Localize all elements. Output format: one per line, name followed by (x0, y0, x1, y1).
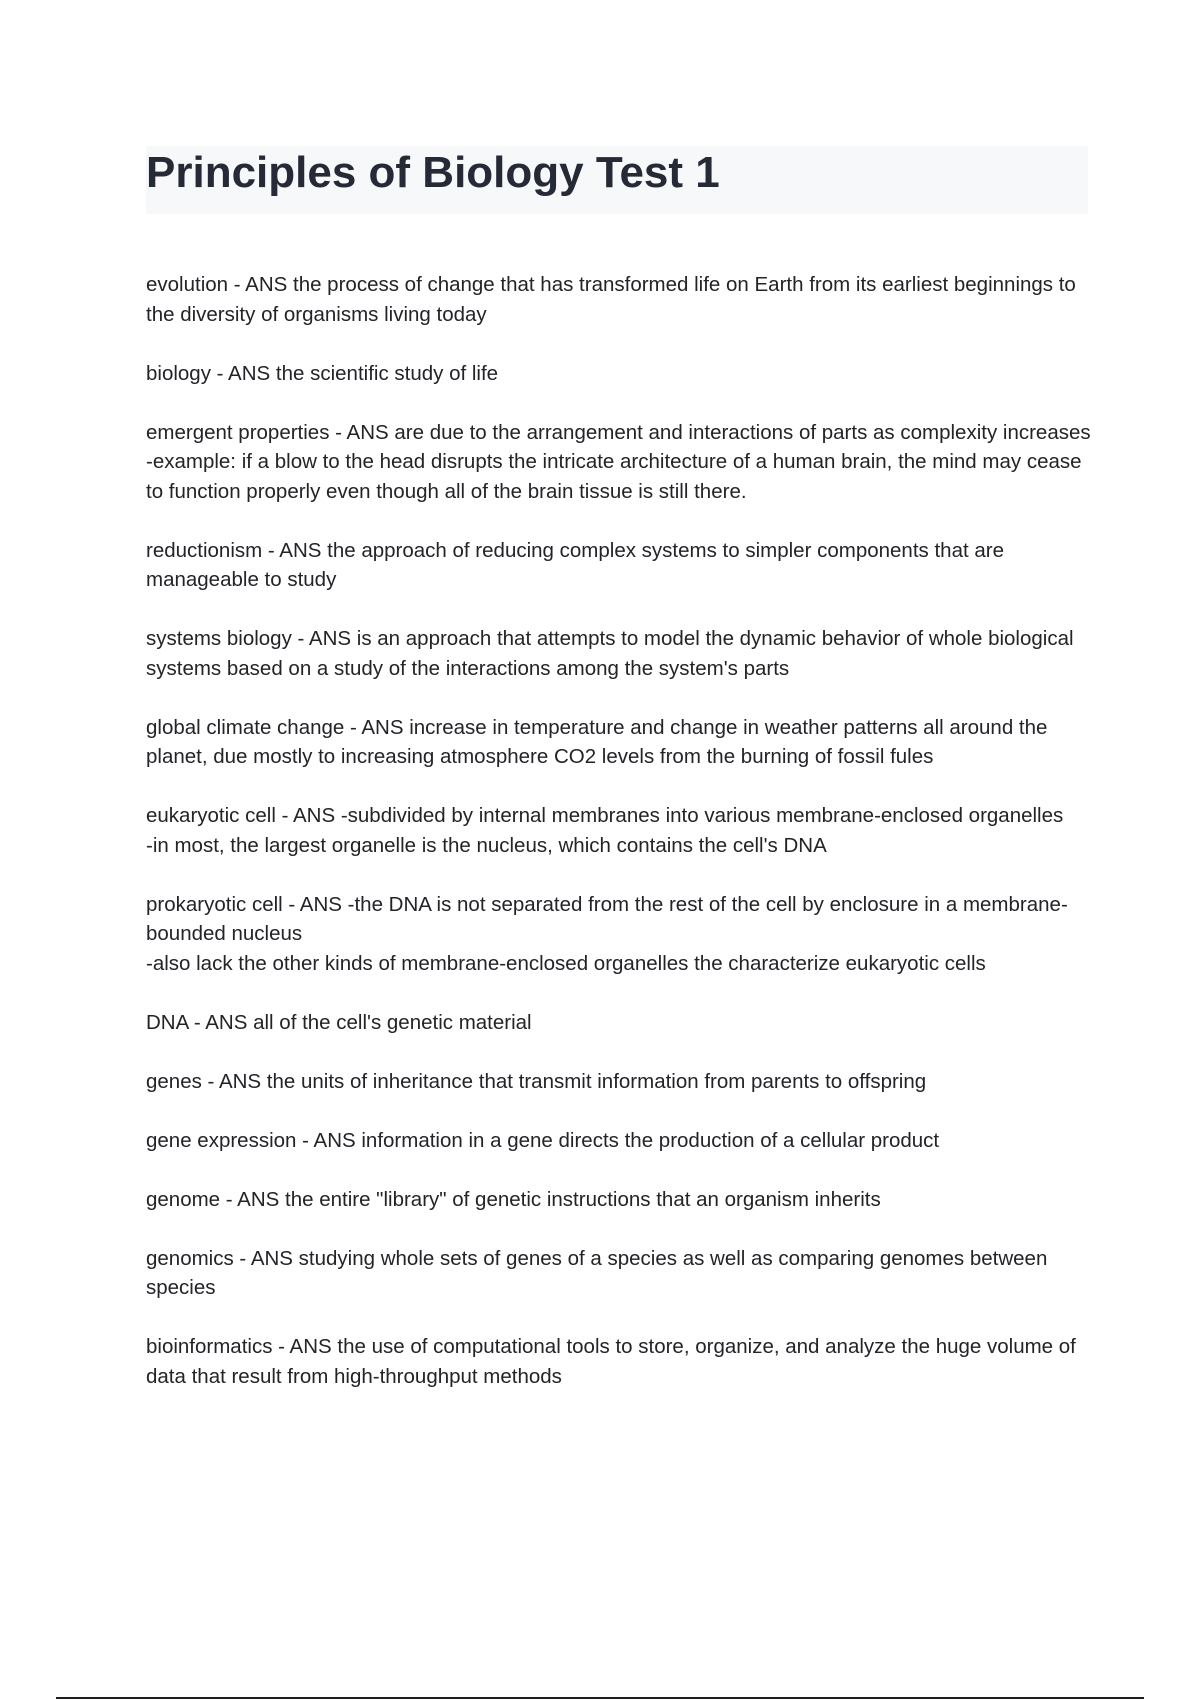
entry-text: evolution - ANS the process of change that has transformed life on Earth from its earliest beginnings to the diversity of organisms living today (146, 273, 1076, 326)
entry-text: reductionism - ANS the approach of reducing complex systems to simpler components that are manageable to study (146, 538, 1004, 591)
entry-text: emergent properties - ANS are due to the arrangement and interactions of parts as complexity increases (146, 420, 1091, 444)
entry-text: gene expression - ANS information in a gene directs the production of a cellular product (146, 1128, 940, 1152)
entry-genome (146, 1185, 1096, 1215)
document-title: Principles of Biology Test 1 (146, 148, 720, 197)
entry-text: genome - ANS the entire "library" of genetic instructions that an organism inherits (146, 1187, 881, 1211)
entry-text: biology - ANS the scientific study of life (146, 361, 499, 385)
entry-text: DNA - ANS all of the cell's genetic material (146, 1010, 532, 1034)
entry-detail: -example: if a blow to the head disrupts the intricate architecture of a human brain, the mind may cease to function properly even though all of the brain tissue is still there. (146, 450, 1082, 503)
entry-detail: -also lack the other kinds of membrane-enclosed organelles the characterize eukaryotic cells (146, 951, 986, 975)
entry-prokaryotic-cell (146, 890, 1096, 979)
entry-text: systems biology - ANS is an approach that attempts to model the dynamic behavior of whole biological systems based on a study of the interactions among the system's parts (146, 627, 1074, 680)
entry-text: bioinformatics - ANS the use of computational tools to store, organize, and analyze the huge volume of data that result from high-throughput methods (146, 1335, 1076, 1388)
entry-evolution (146, 270, 1096, 329)
entry-text: genomics - ANS studying whole sets of genes of a species as well as comparing genomes between species (146, 1246, 1048, 1299)
entry-genomics (146, 1244, 1096, 1303)
entry-text: global climate change - ANS increase in temperature and change in weather patterns all around the planet, due mostly to increasing atmosphere CO2 levels from the burning of fossil fules (146, 715, 1048, 768)
footer-rule (56, 1697, 1144, 1699)
entry-text: genes - ANS the units of inheritance that transmit information from parents to offspring (146, 1069, 927, 1093)
entry-eukaryotic-cell (146, 801, 1096, 860)
entry-list (146, 270, 1096, 1421)
entry-systems-biology (146, 624, 1096, 683)
entry-emergent-properties (146, 418, 1096, 507)
entry-text: prokaryotic cell - ANS -the DNA is not separated from the rest of the cell by enclosure in a membrane-bounded nucleus (146, 892, 1068, 945)
entry-bioinformatics (146, 1332, 1096, 1391)
entry-dna (146, 1008, 1096, 1038)
entry-detail: -in most, the largest organelle is the nucleus, which contains the cell's DNA (146, 833, 827, 857)
entry-global-climate-change (146, 713, 1096, 772)
entry-reductionism (146, 536, 1096, 595)
entry-gene-expression (146, 1126, 1096, 1156)
entry-text: eukaryotic cell - ANS -subdivided by internal membranes into various membrane-enclosed organelles (146, 804, 1064, 827)
entry-genes (146, 1067, 1096, 1097)
entry-biology (146, 359, 1096, 389)
